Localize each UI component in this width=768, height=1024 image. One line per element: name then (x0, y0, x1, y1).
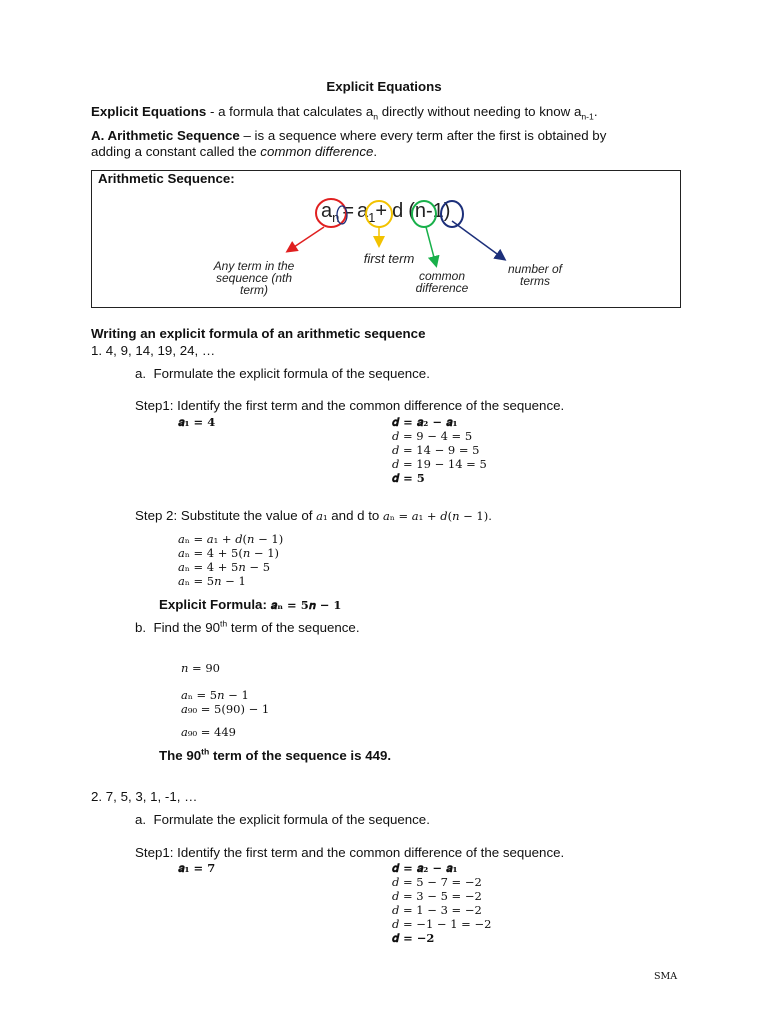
ex1-step2-formula: 𝑎ₙ = 𝑎₁ + 𝑑(𝑛 − 1). (383, 509, 492, 523)
ex1-sub-line-0: 𝑎ₙ = 𝑎₁ + 𝑑(𝑛 − 1) (178, 532, 284, 546)
ex1-sub-line-2: 𝑎ₙ = 4 + 5𝑛 − 5 (178, 560, 271, 574)
formula-equals: = (342, 200, 355, 222)
label-any-term: Any term in the sequence (nth term) (213, 259, 295, 297)
ex1-answer-pre: The 90 (159, 748, 202, 763)
definition-line (91, 104, 598, 120)
common-difference-term: common difference (260, 144, 374, 159)
ex1-part-a: a. Formulate the explicit formula of the sequence. (135, 366, 430, 381)
ex2-d-line-3: 𝑑 = 1 − 3 = −2 (392, 903, 482, 917)
diagram-box-title: Arithmetic Sequence: (98, 171, 235, 186)
definition-sub-n1: n-1 (581, 111, 594, 122)
formula-sub-n: n (332, 210, 340, 225)
ex1-calc-line-0: 𝑎ₙ = 5𝑛 − 1 (181, 688, 249, 702)
ex1-explicit-value: 𝒂ₙ = 𝟓𝒏 − 𝟏 (270, 598, 342, 612)
ex2-d-line-1: 𝑑 = 5 − 7 = −2 (392, 875, 482, 889)
ex2-d-line-4: 𝑑 = −1 − 1 = −2 (392, 917, 492, 931)
definition-term: Explicit Equations (91, 104, 207, 119)
ex1-result-line: 𝑎₉₀ = 449 (181, 725, 236, 739)
red-circle (316, 199, 346, 227)
label-common-difference: common difference (415, 269, 469, 295)
ex1-answer-sup: th (201, 746, 210, 757)
section-a-heading: A. Arithmetic Sequence (91, 128, 240, 143)
ex1-step2-mid: and d to (327, 508, 384, 523)
ex1-sub-line-1: 𝑎ₙ = 4 + 5(𝑛 − 1) (178, 546, 280, 560)
arithmetic-sequence-diagram (91, 170, 681, 308)
ex1-d-line-4: 𝒅 = 𝟓 (392, 471, 425, 485)
ex1-d-line-0: 𝒅 = 𝒂₂ − 𝒂₁ (392, 415, 458, 429)
definition-text-middle: directly without needing to know a (378, 104, 582, 119)
ex1-step2-a1: 𝑎₁ (316, 509, 328, 523)
section-a-line2-end: . (373, 144, 378, 159)
ex1-sub-line-3: 𝑎ₙ = 5𝑛 − 1 (178, 574, 246, 588)
footer-initials: SMA (654, 971, 678, 982)
formula-plus: + (375, 200, 388, 222)
ex1-explicit-formula (159, 597, 341, 613)
ex1-answer (159, 748, 391, 764)
ex2-sequence: 2. 7, 5, 3, 1, -1, … (91, 789, 198, 804)
ex1-part-b-post: term of the sequence. (227, 620, 360, 635)
green-circle (412, 201, 436, 227)
yellow-circle (366, 201, 392, 227)
ex1-step2 (135, 508, 492, 524)
ex1-part-b-sup: th (220, 618, 228, 629)
navy-circle (441, 201, 463, 227)
formula-a1: a (357, 200, 369, 222)
definition-sub-n: n (373, 111, 379, 122)
ex2-d-line-5: 𝒅 = −𝟐 (392, 931, 435, 945)
ex1-step2-pre: Step 2: Substitute the value of (135, 508, 317, 523)
label-first-term: first term (363, 251, 415, 266)
page-title: Explicit Equations (326, 79, 442, 94)
ex1-calc-list (181, 688, 269, 716)
ex1-n-line: 𝑛 = 90 (181, 661, 220, 675)
ex2-part-a: a. Formulate the explicit formula of the sequence. (135, 812, 430, 827)
ex2-d-line-2: 𝑑 = 3 − 5 = −2 (392, 889, 482, 903)
ex1-step1: Step1: Identify the first term and the common difference of the sequence. (135, 398, 565, 413)
ex1-part-b (135, 620, 360, 636)
ex2-d-list (392, 861, 491, 945)
ex1-d-line-2: 𝑑 = 14 − 9 = 5 (392, 443, 480, 457)
ex2-d-line-0: 𝒅 = 𝒂₂ − 𝒂₁ (392, 861, 458, 875)
section-a-line1-rest: – is a sequence where every term after the first is obtained by (239, 128, 607, 143)
ex1-part-b-pre: b. Find the 90 (135, 620, 221, 635)
definition-text-before: - a formula that calculates a (206, 104, 374, 119)
formula-a: a (321, 200, 333, 222)
label-number-of-terms: number of terms (507, 262, 563, 288)
ex1-calc-line-1: 𝑎₉₀ = 5(90) − 1 (181, 702, 270, 716)
ex1-a1: 𝒂₁ = 𝟒 (178, 415, 216, 429)
navy-arrow (452, 221, 504, 259)
writing-heading: Writing an explicit formula of an arithmetic sequence (91, 326, 426, 341)
ex1-d-list (392, 415, 487, 485)
red-arrow (288, 227, 324, 251)
formula-sub-1: 1 (368, 210, 376, 225)
section-a-line2 (91, 144, 377, 160)
formula-paren: (n-1) (408, 200, 451, 222)
ex1-substitution-list (178, 532, 283, 588)
ex1-sequence: 1. 4, 9, 14, 19, 24, … (91, 343, 216, 358)
ex1-explicit-label: Explicit Formula: (159, 597, 271, 612)
diagram-annotations (92, 171, 680, 307)
section-a-line2-before: adding a constant called the (91, 144, 261, 159)
formula-d: d (392, 200, 404, 222)
ex1-answer-post: term of the sequence is 449. (209, 748, 392, 763)
ex2-step1: Step1: Identify the first term and the common difference of the sequence. (135, 845, 565, 860)
ex1-d-line-1: 𝑑 = 9 − 4 = 5 (392, 429, 473, 443)
ex1-d-line-3: 𝑑 = 19 − 14 = 5 (392, 457, 487, 471)
section-a-line1 (91, 128, 606, 144)
definition-text-end: . (593, 104, 598, 119)
ex2-a1: 𝒂₁ = 𝟕 (178, 861, 216, 875)
